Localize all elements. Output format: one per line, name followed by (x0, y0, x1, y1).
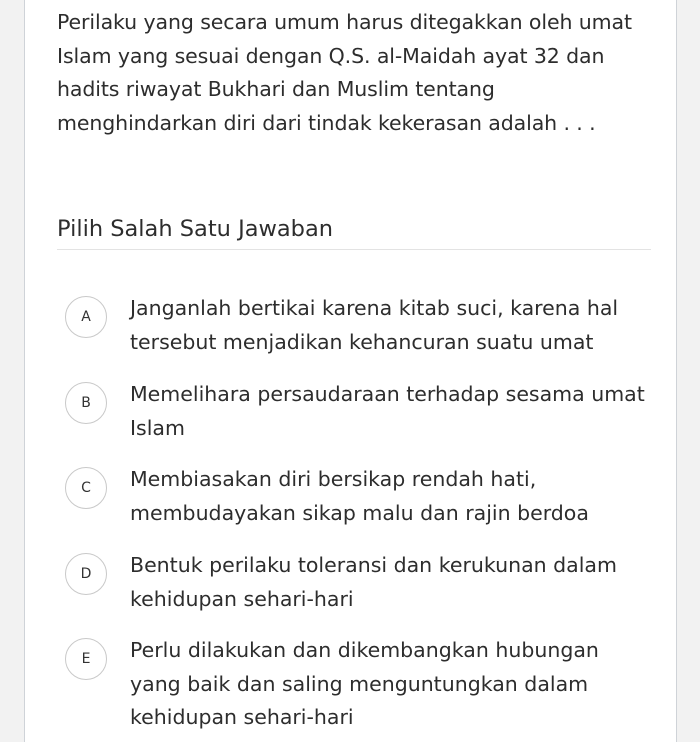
option-letter-badge[interactable]: A (65, 296, 107, 338)
option-text[interactable]: Perlu dilakukan dan dikembangkan hubungan yang baik dan saling menguntungkan dalam kehidupan sehari-hari (130, 638, 599, 729)
option-letter-badge[interactable]: D (65, 553, 107, 595)
option-letter-badge[interactable]: C (65, 467, 107, 509)
option-text[interactable]: Bentuk perilaku toleransi dan kerukunan dalam kehidupan sehari-hari (130, 553, 617, 611)
option-letter-badge[interactable]: B (65, 382, 107, 424)
option-text[interactable]: Memelihara persaudaraan terhadap sesama umat Islam (130, 382, 645, 440)
question-card (24, 0, 677, 742)
option-text[interactable]: Membiasakan diri bersikap rendah hati, membudayakan sikap malu dan rajin berdoa (130, 467, 589, 525)
option-letter-badge[interactable]: E (65, 638, 107, 680)
option-text[interactable]: Janganlah bertikai karena kitab suci, karena hal tersebut menjadikan kehancuran suatu umat (130, 296, 619, 354)
question-text: Perilaku yang secara umum harus ditegakkan oleh umat Islam yang sesuai dengan Q.S. al-Maidah ayat 32 dan hadits riwayat Bukhari dan Muslim tentang menghindarkan diri dari tindak kekerasan adalah . . . (57, 10, 632, 135)
answer-section-title: Pilih Salah Satu Jawaban (57, 216, 334, 242)
section-divider (57, 249, 651, 250)
